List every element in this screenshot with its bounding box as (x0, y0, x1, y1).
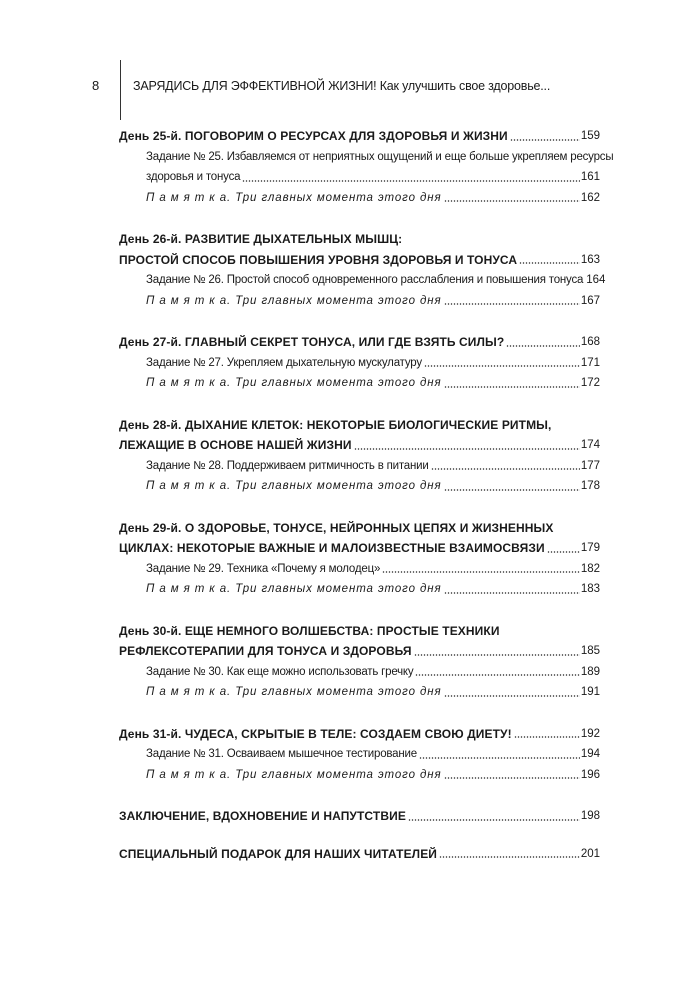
dot-leader (439, 855, 580, 859)
page-ref: 183 (580, 583, 600, 595)
page-ref: 185 (580, 645, 600, 657)
dot-leader (431, 467, 580, 471)
toc-task-entry[interactable] (119, 662, 600, 683)
chapter-title: День 28-й. ДЫХАНИЕ КЛЕТОК: НЕКОТОРЫЕ БИОЛОГИЧЕСКИЕ РИТМЫ, (119, 417, 552, 432)
chapter-title: День 26-й. РАЗВИТИЕ ДЫХАТЕЛЬНЫХ МЫШЦ: (119, 232, 403, 246)
toc-chapter-entry[interactable] (119, 621, 600, 642)
page-ref: 162 (580, 191, 600, 204)
toc-memo-entry[interactable] (119, 188, 600, 209)
dot-leader (519, 261, 580, 265)
toc-chapter-entry[interactable] (119, 332, 600, 353)
dot-leader (424, 364, 580, 368)
page-ref: 168 (580, 336, 600, 348)
dot-leader (444, 488, 580, 492)
task-title: Задание № 31. Осваиваем мышечное тестирование (146, 748, 417, 760)
page-ref: 159 (580, 130, 600, 142)
toc-chapter-entry[interactable] (119, 806, 600, 827)
toc-section-day-27 (119, 332, 600, 394)
dot-leader (444, 199, 580, 203)
chapter-title: День 30-й. ЕЩЕ НЕМНОГО ВОЛШЕБСТВА: ПРОСТЫЕ ТЕХНИКИ (119, 623, 500, 638)
page-ref: 182 (580, 562, 600, 575)
toc-section-conclusion (119, 806, 600, 827)
dot-leader (354, 447, 580, 451)
toc-chapter-entry[interactable] (119, 229, 600, 250)
page-ref: 178 (580, 480, 600, 492)
toc-section-day-25 (119, 126, 614, 208)
page-ref: 163 (580, 253, 600, 266)
toc-chapter-entry-continued[interactable] (119, 250, 600, 271)
task-title: Задание № 27. Укрепляем дыхательную мускулатуру (146, 356, 422, 369)
memo-title: П а м я т к а. Три главных момента этого дня (146, 377, 442, 389)
page-ref: 201 (580, 847, 600, 860)
chapter-title: День 31-й. ЧУДЕСА, СКРЫТЫЕ В ТЕЛЕ: СОЗДАЕМ СВОЮ ДИЕТУ! (119, 726, 512, 741)
toc-chapter-entry-continued[interactable] (119, 435, 600, 456)
toc-task-entry[interactable] (119, 270, 606, 291)
page-ref: 196 (580, 768, 600, 781)
toc-task-entry[interactable] (119, 456, 600, 477)
dot-leader (408, 818, 580, 822)
chapter-title: День 27-й. ГЛАВНЫЙ СЕКРЕТ ТОНУСА, ИЛИ ГДЕ ВЗЯТЬ СИЛЫ? (119, 335, 505, 349)
page-ref: 179 (580, 542, 600, 554)
page-number: 8 (92, 78, 100, 93)
toc-section-day-26 (119, 229, 606, 311)
chapter-title-continued: ЛЕЖАЩИЕ В ОСНОВЕ НАШЕЙ ЖИЗНИ (119, 438, 352, 452)
toc-task-entry[interactable] (119, 559, 600, 580)
task-title: Задание № 28. Поддерживаем ритмичность в питании (146, 459, 429, 472)
dot-leader (242, 179, 580, 183)
dot-leader (444, 591, 580, 595)
toc-chapter-entry-continued[interactable] (119, 538, 600, 559)
dot-leader (514, 735, 580, 739)
toc-task-entry[interactable] (119, 353, 600, 374)
dot-leader (547, 550, 580, 554)
memo-title: П а м я т к а. Три главных момента этого дня (146, 768, 442, 781)
page-ref: 192 (580, 727, 600, 740)
page-ref: 172 (580, 377, 600, 389)
toc-memo-entry[interactable] (119, 682, 600, 703)
dot-leader (444, 302, 580, 306)
toc-memo-entry[interactable] (119, 579, 600, 600)
chapter-title-continued: ЦИКЛАХ: НЕКОТОРЫЕ ВАЖНЫЕ И МАЛОИЗВЕСТНЫЕ ВЗАИМОСВЯЗИ (119, 541, 545, 555)
toc-section-day-29 (119, 518, 600, 600)
toc-memo-entry[interactable] (119, 765, 600, 786)
page-ref: 164 (586, 274, 606, 286)
chapter-title-continued: РЕФЛЕКСОТЕРАПИИ ДЛЯ ТОНУСА И ЗДОРОВЬЯ (119, 644, 412, 658)
toc-chapter-entry-continued[interactable] (119, 641, 600, 662)
toc-task-entry[interactable] (119, 147, 614, 168)
header-divider (120, 60, 121, 120)
memo-title: П а м я т к а. Три главных момента этого дня (146, 480, 442, 492)
chapter-title: СПЕЦИАЛЬНЫЙ ПОДАРОК ДЛЯ НАШИХ ЧИТАТЕЛЕЙ (119, 846, 438, 861)
toc-section-day-31 (119, 724, 600, 786)
chapter-title-continued: ПРОСТОЙ СПОСОБ ПОВЫШЕНИЯ УРОВНЯ ЗДОРОВЬЯ И ТОНУСА (119, 252, 518, 267)
page-ref: 198 (580, 810, 600, 822)
dot-leader (444, 385, 580, 389)
chapter-title: ЗАКЛЮЧЕНИЕ, ВДОХНОВЕНИЕ И НАПУТСТВИЕ (119, 809, 406, 823)
page-ref: 167 (580, 294, 600, 307)
toc-memo-entry[interactable] (119, 373, 600, 394)
task-title: Задание № 25. Избавляемся от неприятных ощущений и еще больше укрепляем ресурсы (146, 150, 614, 163)
memo-title: П а м я т к а. Три главных момента этого дня (146, 583, 442, 595)
dot-leader (444, 776, 580, 780)
memo-title: П а м я т к а. Три главных момента этого дня (146, 294, 442, 307)
page-ref: 189 (580, 665, 600, 678)
page-header (0, 60, 681, 120)
table-of-contents (119, 126, 614, 881)
dot-leader (419, 756, 580, 760)
toc-chapter-entry[interactable] (119, 518, 600, 539)
toc-memo-entry[interactable] (119, 476, 600, 497)
dot-leader (414, 653, 580, 657)
page-ref: 161 (580, 171, 600, 183)
memo-title: П а м я т к а. Три главных момента этого дня (146, 191, 442, 204)
toc-chapter-entry[interactable] (119, 415, 600, 436)
memo-title: П а м я т к а. Три главных момента этого дня (146, 686, 442, 698)
running-title: ЗАРЯДИСЬ ДЛЯ ЭФФЕКТИВНОЙ ЖИЗНИ! Как улучшить свое здоровье... (133, 79, 551, 93)
toc-section-gift (119, 844, 600, 865)
page-ref: 171 (580, 356, 600, 369)
toc-chapter-entry[interactable] (119, 126, 600, 147)
task-title-continued: здоровья и тонуса (146, 171, 241, 183)
toc-task-entry-continued[interactable] (119, 167, 600, 188)
page-ref: 174 (580, 439, 600, 451)
toc-chapter-entry[interactable] (119, 844, 600, 865)
toc-chapter-entry[interactable] (119, 724, 600, 745)
page-ref: 191 (580, 686, 600, 698)
toc-memo-entry[interactable] (119, 291, 600, 312)
page-ref: 177 (580, 459, 600, 472)
task-title: Задание № 26. Простой способ одновременного расслабления и повышения тонуса (146, 274, 584, 286)
dot-leader (444, 694, 580, 698)
chapter-title: День 25-й. ПОГОВОРИМ О РЕСУРСАХ ДЛЯ ЗДОРОВЬЯ И ЖИЗНИ (119, 129, 508, 143)
dot-leader (415, 673, 579, 677)
page-ref: 194 (580, 748, 600, 760)
chapter-title: День 29-й. О ЗДОРОВЬЕ, ТОНУСЕ, НЕЙРОННЫХ ЦЕПЯХ И ЖИЗНЕННЫХ (119, 520, 554, 535)
toc-section-day-28 (119, 415, 600, 497)
dot-leader (510, 138, 580, 142)
dot-leader (382, 570, 580, 574)
toc-section-day-30 (119, 621, 600, 703)
task-title: Задание № 30. Как еще можно использовать гречку (146, 665, 414, 678)
task-title: Задание № 29. Техника «Почему я молодец» (146, 562, 381, 575)
toc-task-entry[interactable] (119, 744, 600, 765)
dot-leader (506, 344, 579, 348)
